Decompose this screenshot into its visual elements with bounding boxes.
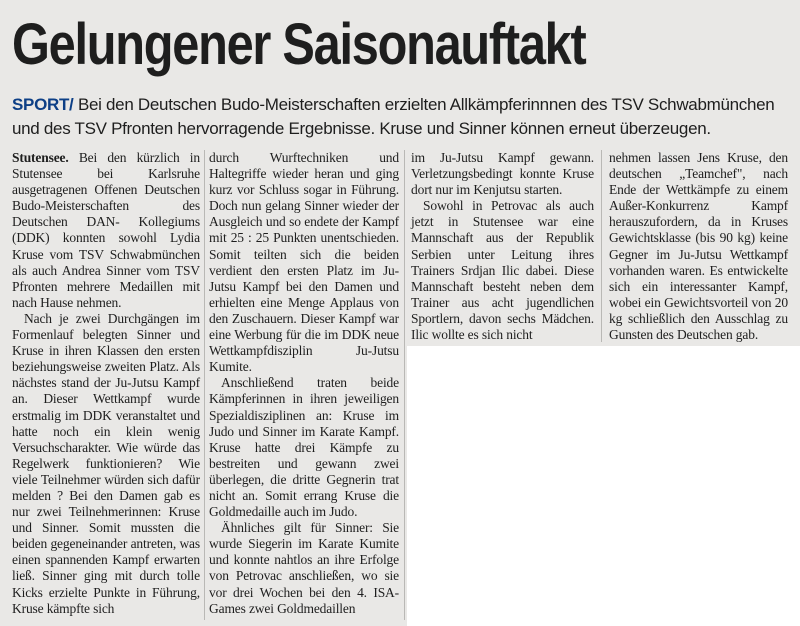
- paragraph-5: Sowohl in Petrovac als auch jetzt in Stutensee war eine Mannschaft aus der Republik Serbien unter Leitung ihres Trainers Srdjan Ilic dabei. Diese Mannschaft besteht neben dem Trainer aus acht jugendlichen Sportlern, davon sechs Mädchen. Ilic wollte es sich nicht: [411, 198, 594, 343]
- lead-paragraph: [12, 93, 788, 141]
- paragraph-1-text: Bei den kürzlich in Stutensee bei Karlsruhe ausgetragenen Offenen Deutschen Budo-Meisterschaften des Deutschen DAN- Kollegiums (DDK) konnten sowohl Lydia Kruse vom TSV Schwabmünchen als auch Andrea Sinner vom TSV Pfronten mehrere Medaillen mit nach Hause nehmen.: [12, 150, 200, 310]
- paragraph-4-continued: im Ju-Jutsu Kampf gewann. Verletzungsbedingt konnte Kruse dort nur im Kenjutsu starten.: [411, 150, 594, 198]
- lead-text: Bei den Deutschen Budo-Meisterschaften erzielten Allkämpferinnnen des TSV Schwabmünchen und des TSV Pfronten hervorragende Ergebnisse. Kruse und Sinner können erneut überzeugen.: [12, 95, 775, 138]
- column-2: [209, 150, 399, 617]
- section-kicker: SPORT/: [12, 95, 74, 114]
- paragraph-5-continued: nehmen lassen Jens Kruse, den deutschen „Teamchef", nach Ende der Wettkämpfe zu einem Außer-Konkurrenz Kampf herauszufordern, da in Kruses Gewichtsklasse (bis 90 kg) keine Gegner im Ju-Jutsu Wettkampf vorhanden waren. Es entwickelte sich ein interessanter Kampf, wobei ein Gewichtsvorteil von 20 kg schließlich den Ausschlag zu Gunsten des Deutschen gab.: [609, 150, 788, 343]
- blank-area: [407, 346, 800, 626]
- dateline: Stutensee.: [12, 150, 69, 165]
- column-3: [411, 150, 594, 343]
- paragraph-1: [12, 150, 200, 311]
- column-divider: [601, 150, 602, 342]
- headline: Gelungener Saisonauftakt: [12, 12, 586, 77]
- column-divider: [404, 150, 405, 620]
- column-divider: [204, 150, 205, 620]
- column-4: [609, 150, 788, 343]
- column-1: [12, 150, 200, 617]
- paragraph-4: Ähnliches gilt für Sinner: Sie wurde Siegerin im Karate Kumite und konnte nahtlos an ihre Erfolge von Petrovac anschließen, wo sie vor drei Wochen bei den 4. ISA-Games zwei Goldmedaillen: [209, 520, 399, 616]
- paragraph-2-continued: durch Wurftechniken und Haltegriffe wieder heran und ging kurz vor Schluss sogar in Führung. Doch nun gelang Sinner wieder der Ausgleich und so endete der Kampf mit 25 : 25 Punkten unentschieden. Somit teilten sich die beiden verdient den ersten Platz im Ju-Jutsu Kampf bei den Damen und erhielten eine Menge Applaus von den Zuschauern. Dieser Kampf war eine Werbung für die im DDK neue Wettkampfdisziplin Ju-Jutsu Kumite.: [209, 150, 399, 375]
- paragraph-3: Anschließend traten beide Kämpferinnen in ihren jeweiligen Spezialdisziplinen an: Kruse im Judo und Sinner im Karate Kampf. Kruse hatte drei Kämpfe zu bestreiten und gewann zwei überlegen, die dritte Gegnerin trat nicht an. Somit errang Kruse die Goldmedaille auch im Judo.: [209, 375, 399, 520]
- paragraph-2: Nach je zwei Durchgängen im Formenlauf belegten Sinner und Kruse in ihren Klassen den ersten beziehungsweise zweiten Platz. Als nächstes stand der Ju-Jutsu Kampf an. Dieser Wettkampf wurde erstmalig im DDK veranstaltet und hatte noch ein klein wenig Versuchscharakter. Wie würde das Regelwerk funktionieren? Wie viele Teilnehmer würden sich dafür melden ? Bei den Damen gab es nur zwei Teilnehmerinnen: Kruse und Sinner. Somit mussten die beiden gegeneinander antreten, was einen spannenden Kampf erwarten ließ. Sinner ging mit durch tolle Kicks erzielte Punkte in Führung, Kruse kämpfte sich: [12, 310, 200, 616]
